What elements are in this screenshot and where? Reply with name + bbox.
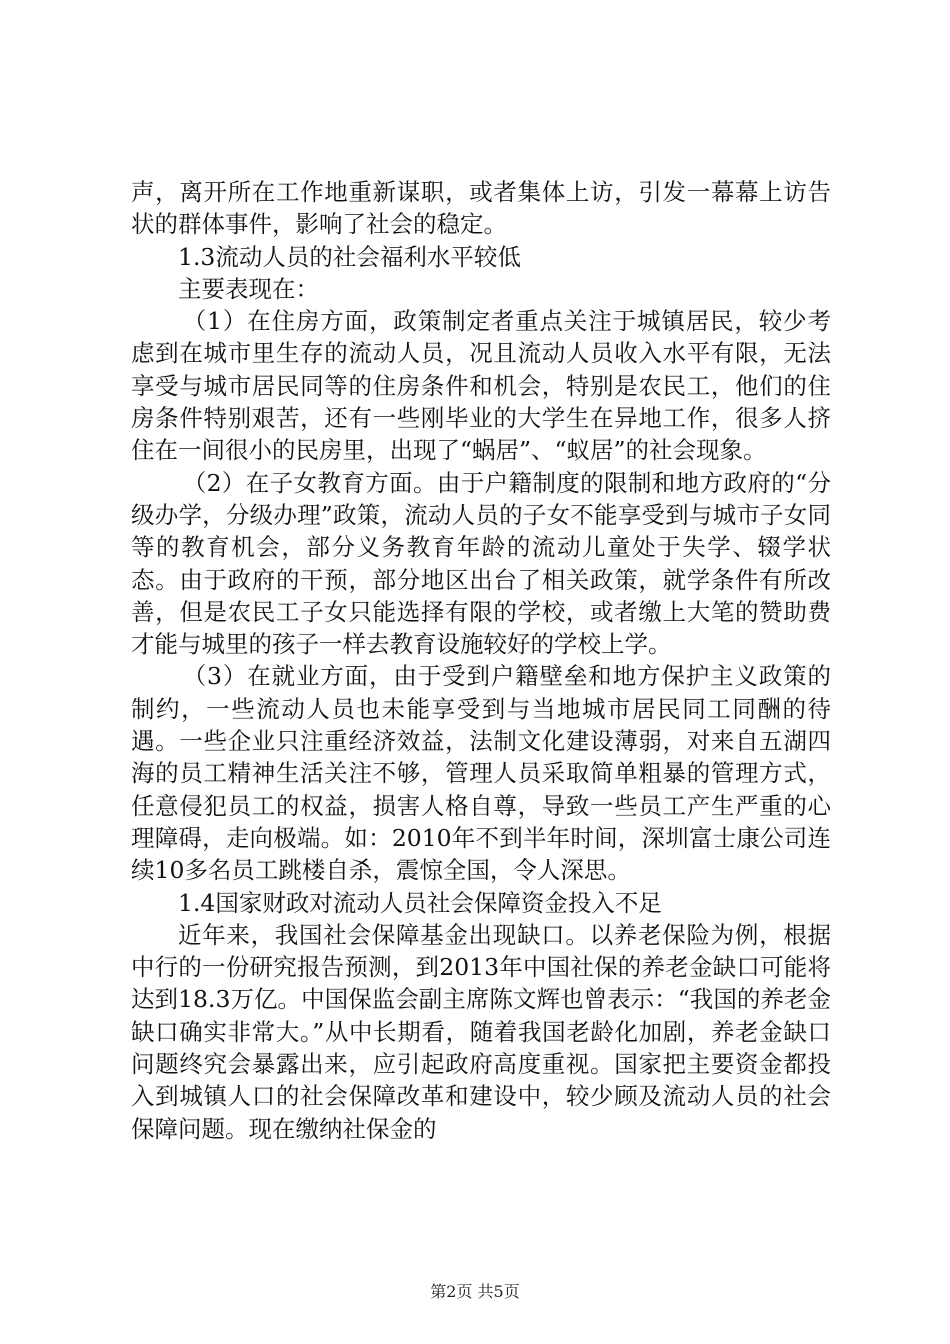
- paragraph-housing: （1）在住房方面，政策制定者重点关注于城镇居民，较少考虑到在城市里生存的流动人员，况且流动人员收入水平有限，无法享受与城市居民同等的住房条件和机会，特别是农民工，他们的住房条件特别艰苦，还有一些刚毕业的大学生在异地工作，很多人挤住在一间很小的民房里，出现了“蜗居”、“蚁居”的社会现象。: [131, 307, 831, 465]
- body-text: [131, 176, 831, 1145]
- paragraph-fund: 近年来，我国社会保障基金出现缺口。以养老保险为例，根据中行的一份研究报告预测，到2013年中国社保的养老金缺口可能将达到18.3万亿。中国保监会副主席陈文辉也曾表示：“我国的养老金缺口确实非常大。”从中长期看，随着我国老龄化加剧，养老金缺口问题终究会暴露出来，应引起政府高度重视。国家把主要资金都投入到城镇人口的社会保障改革和建设中，较少顾及流动人员的社会保障问题。现在缴纳社保金的: [131, 920, 831, 1143]
- page-footer: 第2页 共5页: [430, 1282, 520, 1301]
- paragraph-employment: （3）在就业方面，由于受到户籍壁垒和地方保护主义政策的制约，一些流动人员也未能享受到与当地城市居民同工同酬的待遇。一些企业只注重经济效益，法制文化建设薄弱，对来自五湖四海的员工精神生活关注不够，管理人员采取简单粗暴的管理方式，任意侵犯员工的权益，损害人格自尊，导致一些员工产生严重的心理障碍，走向极端。如：2010年不到半年时间，深圳富士康公司连续10多名员工跳楼自杀，震惊全国，令人深思。: [131, 662, 831, 885]
- section-heading-1-3: 1.3流动人员的社会福利水平较低: [178, 242, 521, 271]
- paragraph-main-points: 主要表现在：: [178, 274, 319, 303]
- section-heading-1-4: 1.4国家财政对流动人员社会保障资金投入不足: [178, 888, 662, 917]
- paragraph-education: （2）在子女教育方面。由于户籍制度的限制和地方政府的“分级办学，分级办理”政策，流动人员的子女不能享受到与城市子女同等的教育机会，部分义务教育年龄的流动儿童处于失学、辍学状态。由于政府的干预，部分地区出台了相关政策，就学条件有所改善，但是农民工子女只能选择有限的学校，或者缴上大笔的赞助费才能与城里的孩子一样去教育设施较好的学校上学。: [131, 468, 831, 659]
- paragraph-continuation: 声，离开所在工作地重新谋职，或者集体上访，引发一幕幕上访告状的群体事件，影响了社会的稳定。: [131, 178, 831, 239]
